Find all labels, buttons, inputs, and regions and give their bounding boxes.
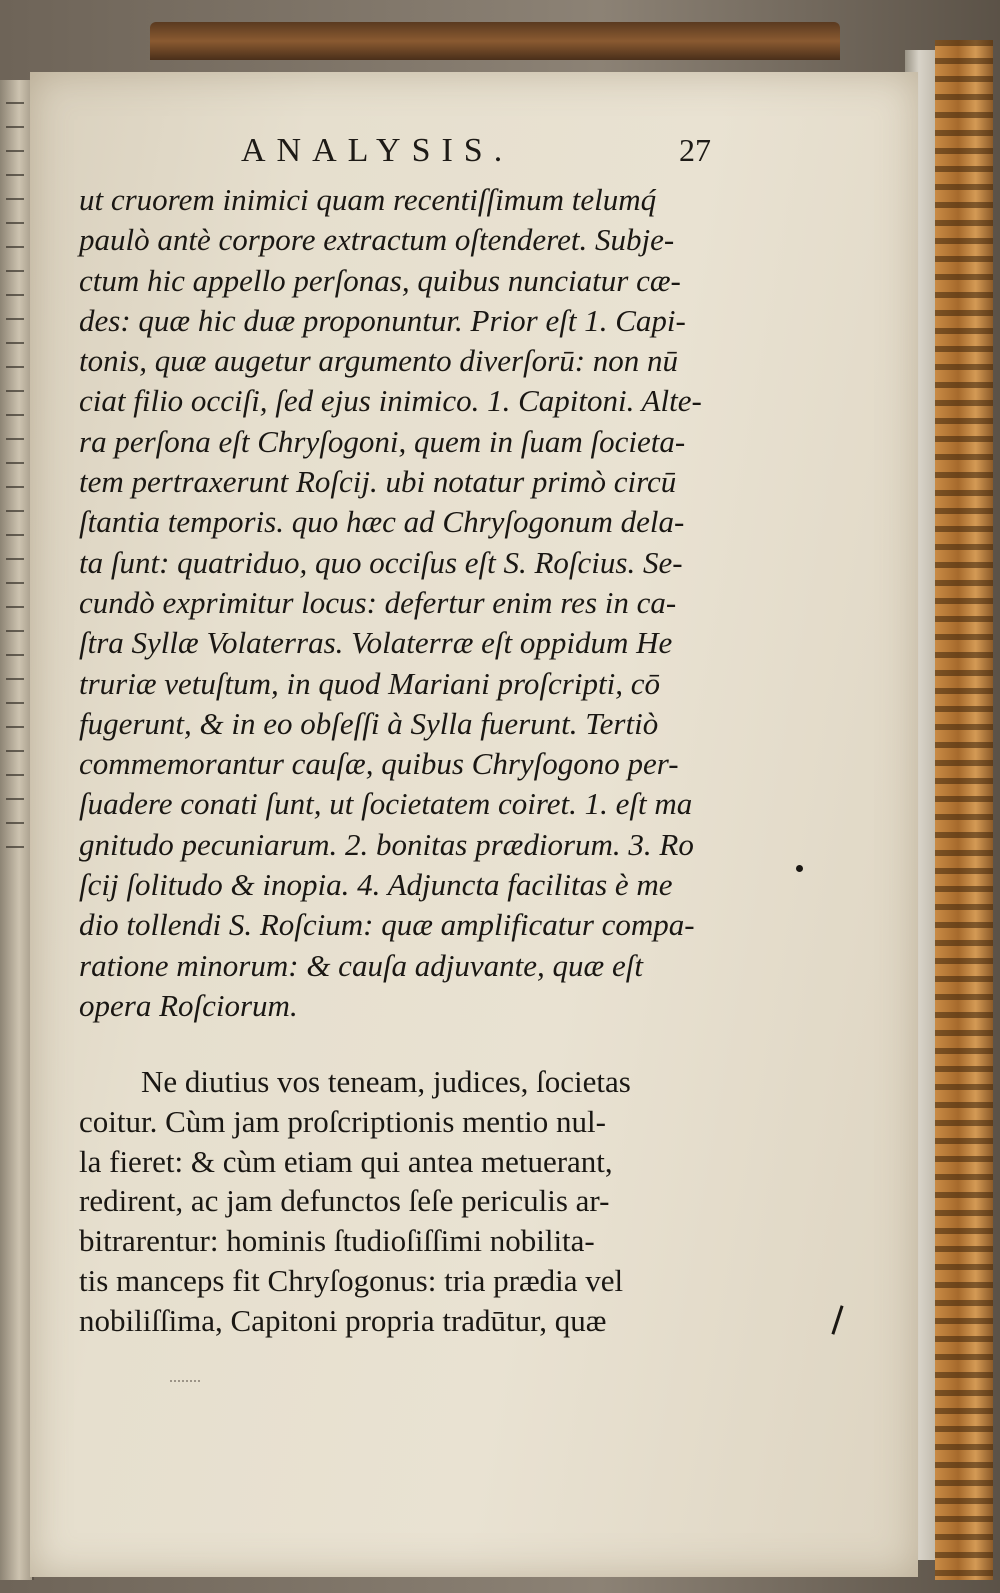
analysis-commentary — [79, 180, 769, 1026]
commentary-line: tem pertraxerunt Roſcij. ubi notatur primò circū — [79, 464, 677, 500]
text-line: redirent, ac jam defunctos ſeſe periculis ar- — [79, 1183, 610, 1219]
book-fore-edge — [935, 40, 993, 1580]
commentary-line: tonis, quæ augetur argumento diverſorū: non nū — [79, 343, 679, 379]
book-binding-top — [150, 22, 840, 60]
commentary-line: truriæ vetuſtum, in quod Mariani proſcripti, cō — [79, 665, 660, 701]
commentary-line: opera Roſciorum. — [79, 987, 298, 1023]
commentary-line: ratione minorum: & cauſa adjuvante, quæ eſt — [79, 947, 643, 983]
commentary-line: ſuadere conati ſunt, ut ſocietatem coiret. 1. eſt ma — [79, 786, 693, 822]
ink-stroke — [831, 1305, 843, 1334]
commentary-line: commemorantur cauſæ, quibus Chryſogono per- — [79, 746, 679, 782]
commentary-line: paulò antè corpore extractum oſtenderet. Subje- — [79, 222, 675, 258]
ink-smudge — [170, 1370, 200, 1382]
commentary-line: ut cruorem inimici quam recentiſſimum telumq́ — [79, 182, 657, 217]
commentary-line: ciat filio occiſi, ſed ejus inimico. 1. Capitoni. Alte- — [79, 383, 702, 419]
book-page — [30, 72, 918, 1577]
page-header — [241, 132, 711, 172]
commentary-line: cundò exprimitur locus: defertur enim res in ca- — [79, 584, 677, 620]
page-number: 27 — [679, 132, 711, 168]
text-line: nobiliſſima, Capitoni propria tradūtur, quæ — [79, 1302, 607, 1338]
commentary-line: des: quæ hic duæ proponuntur. Prior eſt 1. Capi- — [79, 302, 686, 338]
commentary-line: gnitudo pecuniarum. 2. bonitas prædiorum. 3. Ro — [79, 826, 694, 862]
commentary-line: ra perſona eſt Chryſogoni, quem in ſuam ſocieta- — [79, 423, 686, 459]
oration-text — [79, 1062, 769, 1341]
running-title: ANALYSIS. — [241, 132, 514, 169]
facing-page-edge — [0, 80, 34, 1580]
text-line: la fieret: & cùm etiam qui antea metuerant, — [79, 1143, 613, 1179]
ink-dot — [796, 865, 803, 872]
commentary-line: fugerunt, & in eo obſeſſi à Sylla fuerunt. Tertiò — [79, 705, 659, 741]
text-line: Ne diutius vos teneam, judices, ſocietas — [141, 1064, 631, 1099]
commentary-line: ſtantia temporis. quo hæc ad Chryſogonum dela- — [79, 504, 685, 540]
text-line: coitur. Cùm jam proſcriptionis mentio nul- — [79, 1103, 606, 1139]
commentary-line: ctum hic appello perſonas, quibus nunciatur cæ- — [79, 262, 681, 298]
text-line: bitrarentur: hominis ſtudioſiſſimi nobilita- — [79, 1223, 595, 1259]
text-line: tis manceps fit Chryſogonus: tria prædia vel — [79, 1262, 624, 1298]
commentary-line: ſtra Syllæ Volaterras. Volaterræ eſt oppidum He — [79, 625, 673, 661]
commentary-line: ſcij ſolitudo & inopia. 4. Adjuncta facilitas è me — [79, 867, 673, 903]
commentary-line: dio tollendi S. Roſcium: quæ amplificatur compa- — [79, 907, 695, 943]
commentary-line: ta ſunt: quatriduo, quo occiſus eſt S. Roſcius. Se- — [79, 544, 683, 580]
